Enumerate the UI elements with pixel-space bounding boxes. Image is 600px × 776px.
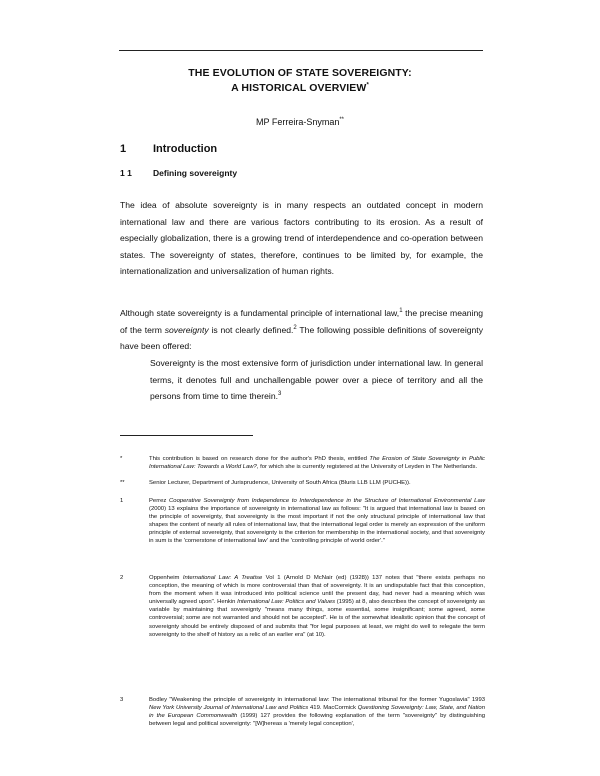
header-rule [119,50,483,51]
footnote-mark: ** [120,480,125,486]
footnote-mark: * [120,456,123,462]
footnote-text: Perrez Cooperative Sovereignty from Independence to Interdependence in the Structure of International Environmental Law (2000) 13 explains the importance of sovereignty in international law as follows: "It is argued that international law is based on the principle of sovereignty, that sovereignty is the most important if not the only structural principle of international law that shapes the content of nearly all rules of international law, that the international legal order is merely an expression of the uniform principle of external sovereignty, that sovereignty is the criterion for membership in the international society, and that sovereignty in sum is the 'cornerstone of international law' and the 'controlling principle of world order'." [149,498,485,545]
footnote-2 [120,574,485,639]
footnote-mark: 3 [120,697,124,703]
title-footnote-marker[interactable]: * [366,82,369,89]
subsection-title: Defining sovereignty [153,168,238,178]
author-name: MP Ferreira-Snyman** [255,117,345,127]
footnote-text: Senior Lecturer, Department of Jurisprudence, University of South Africa (Bluris LLB LLM (PUCHE)). [149,480,411,486]
body-paragraph-2: Although state sovereignty is a fundamental principle of international law,$^1$ the precise meaning of the term sovereignty is not clearly defined.$^2$ The following possible definitions of sovereignty have been offered: [120,308,484,352]
footnote-star [120,455,485,471]
footnote-separator [120,435,253,436]
footnote-ref-3[interactable]: 3 [278,391,282,398]
footnote-mark: 2 [120,575,124,581]
term-sovereignty: sovereignty [164,324,209,335]
paper-title-line2: A HISTORICAL OVERVIEW* [231,82,369,94]
paper-title-line1: THE EVOLUTION OF STATE SOVEREIGNTY: [188,67,412,79]
footnote-ref-1[interactable]: 1 [399,308,403,315]
footnote-ref-2[interactable]: 2 [293,324,297,331]
footnote-double-star [120,479,485,487]
footnote-text: This contribution is based on research done for the author's PhD thesis, entitled The Erosion of State Sovereignty in Public International Law: Towards a World Law?, for which she is currently registered at the University of Leyden in The Netherlands. [149,456,485,471]
body-paragraph-1: The idea of absolute sovereignty is in many respects an outdated concept in modern international law and there are various factors contributing to its erosion. As a result of especially globalization, there is a growing trend of interdependence and co-operation between states. The sovereignty of states, therefore, continues to be limited by, for example, the internationalization and universalization of human rights. [120,200,483,277]
footnote-text: Bodley "Weakening the principle of sovereignty in international law: The international tribunal for the former Yugoslavia" 1993 New York University Journal of International Law and Politics 419. MacCormick Questioning Sovereignty: Law, State, and Nation in the European Commonwealth (1999) 127 provides the following explanation of the term "sovereignty" by distinguishing between legal and political sovereignty: "[W]hereas a 'merely legal conception', [149,697,486,728]
section-title: Introduction [153,143,218,155]
footnote-3 [120,696,485,728]
author-footnote-marker[interactable]: ** [339,117,345,123]
section-number: 1 [120,143,127,155]
footnote-mark: 1 [120,498,124,504]
footnote-text: Oppenheim International Law: A Treatise Vol 1 (Arnold D McNair (ed) (1928)) 137 notes that "there exists perhaps no conception, the meaning of which is more controversial than that of sovereignty. It is an undisputable fact that this conception, from the moment when it was introduced into political science until the present day, had never had a meaning which was universally agreed upon". Henkin International Law: Politics and Values (1995) at 8, also describes the concept of sovereignty as variable by maintaining that sovereignty "means many things, some essential, some insignificant; some agreed, some controversial; some are not warranted and should not be accepted". He is of the somewhat idealistic opinion that the concept of sovereignty should be entirely disposed of and submits that "for legal purposes at least, we might do well to relegate the term sovereignty to the shelf of history as a relic of an earlier era" (at 10). [149,575,486,638]
subsection-number: 1 1 [120,168,132,178]
block-quote: Sovereignty is the most extensive form of jurisdiction under international law. In general terms, it denotes full and unchallengable power over a piece of territory and all the persons from time to time therein.$^3$ [150,358,483,402]
footnote-1 [120,497,485,546]
